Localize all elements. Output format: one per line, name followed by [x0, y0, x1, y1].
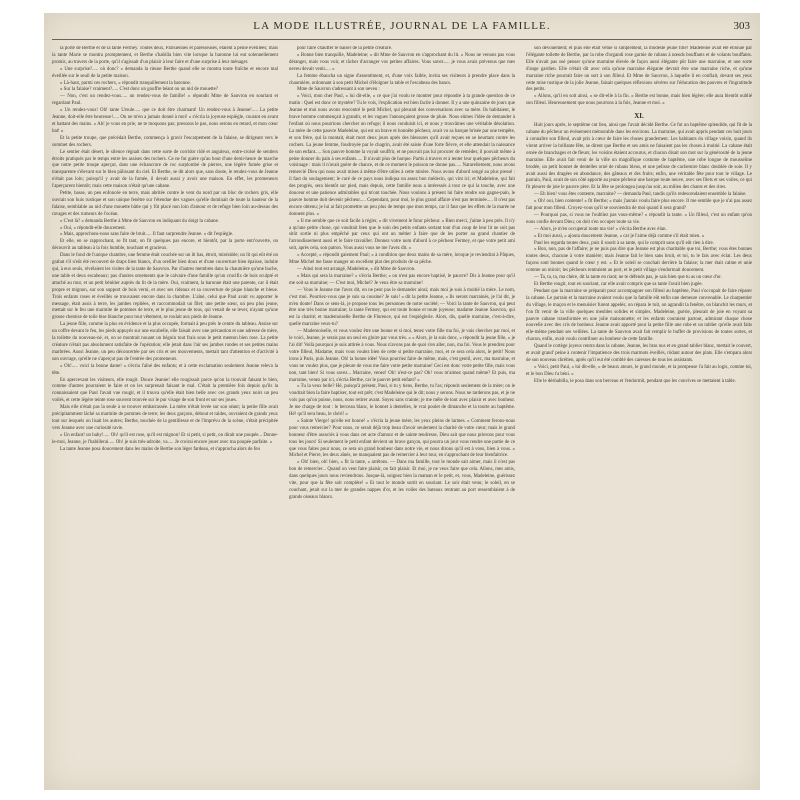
paragraph: « Et moi aussi, » ajouta doucement Jeanne, « car je l'aime déjà comme s'il était mien. »: [534, 233, 705, 239]
paragraph: Le sentier était désert, le silence régnait dans cette sorte de corridor ridé et anguleux, entre-croisé de sentiers étroits pratiqués par le temps entre les assises des rochers. Ce ne fut guère qu'au bout d'une demi-heure de marche que notre petite troupe aperçut, dans une échancrure de roc surplombé de pierres, une légère fumée grise et transparente s'élevant sur le bleu pâlissant du ciel. Et Berthe, se dit alors que, sans doute, le rendez-vous de Jeanne n'était pas loin; puisqu'il y avait de la fumée, il devait aussi y avoir une maison. En effet, les promeneurs l'aperçurent bientôt; mais cette maison n'était qu'une cabane.: [52, 149, 278, 190]
paragraph: Paul les regarda toutes deux, puis il sourit à sa tante, qui le comprit sans qu'il eût rien à dire.: [534, 240, 714, 246]
paragraph: « Bon, non, pas de l'affaire; je ne puis pas dire que Jeanne est plus charitable que toi, Berthe; vous êtes bonnes toutes deux, chacune à votre manière; mais Jeanne fait le bien sans bruit, et toi, tu le fais avec éclat. Les deux façons sont bonnes quand le cœur y est. » Et le soleil se couchait derrière la falaise; la mer était calme et unie comme un miroir; les pêcheurs rentraient au port, et le petit village s'endormait doucement.: [526, 247, 752, 274]
paragraph: Huit jours après, le septième cut lieu, ainsi que l'avait décidé Berthe. Ce fut un baptême splendide, qui fit de la cabane du pêcheur un événement mémorable dans les environs. La marraine, qui avait appris pendant ces huit jours à connaître son filleul, avait pris à cœur de faire les choses grandement. Les habitants du village voisin, quand ils virent arriver la brillante fête, se dirent que Berthe et ses amis ne faisaient pas les choses à moitié. La cabane était ornée de branchages et de fleurs; les voisins étaient accourus, et chacun disait son mot sur la générosité de la jeune marraine. Elle avait fait venir de la ville un magnifique costume de baptême, une robe longue de mousseline brodée, un petit bonnet de dentelles orné de rubans bleus, et une pelisse de cachemire blanc doublée de soie. Il y avait aussi des dragées en abondance, des gâteaux et des fruits; enfin, une véritable fête pour tout le village. Le parrain, Paul, avait de son côté apporté au jeune pêcheur une barque toute neuve, avec ses filets et ses voiles, ce qui fit pleurer de joie le pauvre père. Et la fête se prolongea jusqu'au soir, au milieu des chants et des rires.: [526, 123, 752, 191]
paragraph: Et elle, en se rapprochant, se fit tant, on fit quelques pas encore, et bientôt, par la porte entr'ouverte, on découvrit au tableau à la fois humble, touchant et gracieux.: [52, 239, 278, 252]
paragraph: — Mademoiselle, et vous voulez être une bonne et si moi, tenez votre fille ma foi, je vais chercher par moi, et le voici, Jeanne, je serais pas un seul en gloire par vous très. » « Alors, je la suis donc, » répondit la jeune fille, « je l'ai dit! Voilà pourquoi je suis attirée à vous. Nous n'avons pas de quoi s'en aller, non, ma foi. Vous le prendrez pour votre filleul, Madame, mais vous voulez bien de cette si petite marraine, moi, et ce sera cela alors, le petit! Nous irons à Paris, puis Jeanne. Oh! la bonne idée! Vous pourriez faire de même, mais, c'est gentil, avec, ma marraine, et vous ne voulez plus, que je pleure de vous me faire votre petite marraine! Ceci est donc votre petite fille, mais vous non, tant bien! Si vous savez... Marraine, venez! Oh! n'est-ce pas? Oh! vous m'aimez quand même? Et puis, ma marraine, venez par ici, s'écria Berthe, car le pauvre petit enfant? »: [289, 329, 515, 383]
paragraph: — Vous le Jeanne me l'avez dit, on ne peut pas le demander ainsi; mais moi je suis à moitié la mère. Le nom, c'est moi. Pourriez-vous que je suis sa cousine? Je suis! » dit la petite Jeanne, « Ils seront marrainés, je l'ai dit, je m'en doute! Dans ce sens-là, je propose tous les personnes de notre société; — Voici la tante de Sauvron, qui peut être une très bonne marraine; la tante Fermey, qui est toute bonne et toute joyeuse; madame Jeanne Sauvron, qui est la charité; et mademoiselle Berthe de Florence, qui est l'espièglerie. Alors, dis, quelle marraine, c'est-à-dire, quelle marraine veux-tu?: [289, 287, 515, 328]
paragraph: Quand le cortège joyeux rentra dans la cabane, Jeanne, les bras nus et en grand tablier blanc, mettait le couvert, et avait grand' peine à contenir l'impatience des trois marmots éveillés, rôdant autour des plats. Elle s'empara alors de son nouveau chrétien, après qu'il eut été comblé des caresses de tous les assistants.: [526, 344, 752, 363]
text-column-3: [526, 46, 752, 784]
paragraph: — Eh bien! vous êtes contente, marraine? — demanda Paul, tandis qu'ils redescendaient ensemble la falaise.: [534, 192, 747, 198]
paragraph: son dévouement; et puis elle était vêtue si simplement, la modeste jeune fille! Madeleine avait été éblouie par l'élégante toilette de Berthe, par la robe d'organdi rose garnie de rubans à nœuds bouffants et de volants bouffants. Elle n'avait pas osé penser qu'une marraine élevée de façon aussi élégante pût faire une marraine, et une sorte d'ange gardien. Elle n'était dit avec cela qu'une marraine élégante devrait être une marraine riche, et qu'une marraine riche pourrait faire un sort à son filleul. Et Mme de Sauvron, à laquelle il en confiait, devant ses yeux cette mise rustique de la jolie Jeanne, faisait quelques réflexions sévères sur l'éducation des pauvres et l'ingratitude des petits.: [526, 46, 752, 93]
paragraph: Mme de Sauvron s'adressant à son neveu :: [297, 87, 380, 93]
paragraph: « C'est là? » demanda Berthe à Mme de Sauvron en indiquant du doigt la cabane.: [60, 218, 219, 224]
paragraph: « Sainte Vierge! qu'elle est bonne! » s'écria la jeune mère, les yeux pleins de larmes. « Comment ferons-nous pour vous remercier? Pour nous, ce serait déjà trop beau d'avoir seulement la charité de votre cœur; mais le grand honneur d'être associés à vous dans cet acte d'amour et de sainte tendresse, Dieu sait que nous prierons pour vous tous les jours! Si seulement le petit enfant devient un brave garçon, qui pourra un jour vous rendre une partie de ce que vous faites pour nous, ce sera un grand bonheur dans notre vie, et nous dirons qu'il est à vous, bien à vous. » Michel et Pierre, les deux aînés, ne manquaient pas de remercier à leur tour, en s'approchant de leur bienfaitrice.: [289, 418, 515, 459]
paragraph: « Mais, approchons-nous sans faire de bruit..... Il faut surprendre Jeanne. » dit l'espiègle.: [60, 232, 234, 238]
paragraph: « Bonne bien tranquille, Madeleine; » dit Mme de Sauvron en s'approchant du lit. « Nous ne venons pas vous déranger, mais vous voir, et tâcher d'arranger vos petites affaires. Vous savez..... je vous avais prévenus que mes neveu devait venir..... »: [289, 52, 515, 72]
page-header: [44, 13, 760, 43]
paragraph: Mais elle n'était pas la seule à se trouver embarrassée. La mère n'était levée sur son séant; la petite fille avait précipitamment lâché sa marmite de pommes de terre; les deux garçons, debout et raides, ouvraient de grands yeux tout sur lesquels on lisait les autres; Berthe, touchée de la gentillesse et de l'imprévu de la scène, s'était précipitée vers Jeanne avec une curiosité ravie.: [52, 405, 278, 431]
paragraph: En apercevant les visiteurs, elle rougit. Douce Jeanne! elle rougissait parce qu'on la trouvait faisant le bien, comme d'autres pourraient le faire et on les surprenait faisant le mal. C'était la première fois depuis qu'ils la connaissaient que Paul l'avait vue rougir, et il trouva qu'elle était bien belle avec ces grands yeux noirs un peu voilés, et cette légère teinte rose souvent trouvée sur le pur visage de son front et sur ses joues.: [52, 377, 278, 404]
paragraph: « Mais qui sera la marraine? » s'écria Berthe; « on n'est pas encore baptisé, le pauvre? Dis à Jeanne pour qu'il me soit sa marraine; — C'est moi, Michel? Je veux être sa marraine!: [289, 273, 515, 286]
paragraph: « Un enfant! un baby!..... Oh! qu'il est rose, qu'il est mignon! Et si petit, si petit, on dirait une poupée... Donne-le-moi, Jeanne, je l'habillerai..... Oh! je suis très-adroite, va..... Je croirai encore jouer avec ma poupée parfaite. »: [52, 432, 278, 445]
paragraph: Pendant que la marraine se préparait pour accompagner son filleul au baptême, Paul s'occupait de faire réparer la cabane. Le parrain et la marraine avaient voulu que la famille eût enfin une demeure convenable. Le charpentier du village, le maçon et le menuisier furent appelés; on répara le toit, on agrandit la fenêtre, on blanchit les murs, et l'on fit venir de la ville quelques meubles solides et simples. Madeleine, guérie, pleurait de joie en voyant sa pauvre cabane transformée en une jolie maisonnette; et les enfants couraient partout, admirant chaque chose nouvelle avec des cris de bonheur. Jeanne avait apporté pour la petite fille une robe et un tablier qu'elle avait faits elle-même pendant ses veillées. La tante de Sauvron avait fait remplir le buffet de provisions de toutes sortes, et chacun, enfin, avait voulu contribuer au bonheur de cette famille.: [526, 288, 752, 343]
paragraph: — Ta, ta, ta, ma chère, dit la tante en riant; ne te défends pas, je sais bien que tu as un cœur d'or.: [534, 275, 722, 281]
paragraph: « Voici, mon cher Paul, » lui dit-elle, « ce que j'ai voulu te montrer pour répondre à ta grande question de ce matin : Quel est donc ce mystère? Tu le vois, l'explication est bien facile à donner. Il y a une quinzaine de jours que Jeanne et moi nous avons rencontré le petit Michel, qui pleurait des conversations avec sa mère. Ils habitaient, le brave homme commençait à grandir, et les vagues l'annonçaient grosse de pluie. Nous eûmes l'idée de demander à l'enfant où nous pourrions chercher un refuge; il nous conduisit ici, et nous y trouvâmes une véritable désolation. La mère de cette pauvre Madeleine, qui est un brave et honnête pêcheur, avait vu sa barque brisée par une tempête, et son frère, qui la montait, était mort deux jours après des blessures qu'il avait reçues en se heurtant contre les rochers. La jeune femme, foudroyée par le chagrin, avait été saisie d'une forte fièvre, et elle attendait la naissance de son enfant..... Son pauvre homme la voyait souffrir, et ne pouvait pas lui procurer de remèdes; il pouvait même à peine donner du pain à ses enfants..... Il n'avait plus de barque. Partis à travers et à tenter leur quelques pêcheurs du voisinage : mais il n'avait guère de chance, et de ce moment le poisson ne donne pas..... Naturellement, nous avons remercié Dieu qui nous avait mises à même d'être utiles à cette misère. Nous avons d'abord songé au plus pressé : il faut du soulagement; le curé de ce pays nous indiqua un assez bon médecin, qui vint ici; et Madeleine, qui fait des progrès, sera bientôt sur pied, mais depuis, cette famille nous a intéressés à tout ce qui la touche, avec une douceur et une patience admirables qui m'ont touchée. Nous voulons à présent lui faire rendre son gagne-pain, le pauvre homme doit devenir pêcheur..... Cependant, pour moi, le plus grand affaire n'est pas terminée..... Il n'est pas encore obtenu; je lui ai fait promettre un peu plus de temps que mon temps, car il faut que les effets de la marée ne donnent plus. »: [289, 94, 515, 217]
paragraph: « Sur la falaise? vraiment?..... C'est donc un gouffre béant ou un nid de mouette?: [60, 87, 218, 93]
paragraph: La femme ébaucha un signe d'assentiment, et, d'une voix faible, invita ses visiteurs à prendre place dans la chaumière, ordonnant à son petit Michel d'éloigner la table et l'escabeau des bancs.: [289, 73, 515, 86]
paragraph: — Non, c'est un rendez-vous..... un rendez-vous de famille! » répondit Mme de Sauvron en souriant et regardant Paul.: [52, 94, 278, 107]
text-column-2: [289, 46, 515, 784]
paragraph: « Il me semble que ce soit facile à régler, » dit vivement le futur pêcheur. « Bien merci, j'aime à peu près. Il n'y a qu'une petite chose, qui voudrait bien que le soin des petits enfants sortant tout d'un coup de leur lit ne soit pas sitôt sortie ni plus empêché par ceux qui ont un métier à faire que de les porter au grand chantier de l'arrondissement aussi et le faire travailler. Donnez votre nom d'abord à ce pêcheur Fermey, et que votre petit ami soit, après cela, son patron. Vous aussi vous ne me l'avez dit. »: [289, 218, 515, 252]
paragraph: — Alors, je m'en occuperai toute ma vie! » s'écria Berthe avec élan.: [534, 226, 667, 232]
paragraph: « Allons, qu'il en soit ainsi, » se dit-elle à la fin. « Berthe est bonne, mais bien légère; elle aura bientôt oublié son filleul. Heureusement que nous pourrons à la fois, Jeanne et moi. »: [526, 94, 752, 107]
paragraph: Elle le déshabilla, le posa dans son berceau et l'endormit, pendant que les convives se mettaient à table.: [534, 378, 736, 384]
paragraph: Petite, basse, un peu enfoncée en terre, mais abritée contre le vent du nord par un bloc de rochers gris, elle ouvrait son huis rustique et son unique fenêtre sur l'étendue des vagues qu'elle dominait de toute la hauteur de la falaise, semblable au nid d'une mouette bâtie qui y fût placé non loin d'amour et de refuge bien loin au-dessus des ravages et des rumeurs de l'océan.: [52, 191, 278, 217]
paragraph: « Oui, » répondit-elle doucement.: [60, 225, 127, 231]
paragraph: « Oh! oui, bien contente! » fit Berthe; « mais j'aurais voulu faire plus encore. Il me semble que je n'ai pas assez fait pour mon filleul. Croyez-vous qu'il se souviendra de moi quand il sera grand?: [526, 199, 752, 212]
paragraph: « Une surprise?..... où donc? » demanda la rieuse Berthe quand elle se montra toute fraîche et encore mal éveillée sur le seuil de la petite maison.: [52, 66, 278, 79]
paragraph: — Pourquoi pas, si vous ne l'oubliez pas vous-même? » répondit la tante. « Un filleul, c'est un enfant qu'on nous confie devant Dieu; on doit s'en occuper toute sa vie.: [526, 212, 752, 225]
paragraph: — Ainsi tout est arrangé, Madeleine, » dit Mme de Sauvron.: [297, 267, 416, 272]
paragraph: « Accepté, » répondit gaiement Paul; « à condition que deux mains de sa mère, lorsque je reviendrai à Pâques, Mme Michel me fasse manger un excellent plat des produits de sa pêche.: [289, 253, 515, 266]
paragraph: La jeune fille, comme la plus en évidence et la plus occupée, formait à peu près le centre du tableau. Assise sur un coffre devant le feu, les pieds appuyés sur une escabelle, elle faisait avec une précaution et une adresse de mère, la toilette du nouveau-né, et, on se montrait nouant un béguin tout frais sous le petit menton bien rose. La petite créature n'était pas absolument satisfaite de l'opération; elle jetait dans l'air ses jambes rondes et ses petites mains marbrées. Aussi Jeanne, un peu déconcertée par ses cris et ses mouvements, mettait tant d'attention et d'activité à son ouvrage, qu'elle ne s'aperçut pas de l'entrée des promeneurs.: [52, 322, 278, 362]
paragraph: « Voici, petit Paul, » lui dit-elle, « de beaux atours, le grand monde, et la pompeuse l'a fait au logis, comme toi, et le bon Dieu t'a béni. »: [526, 364, 752, 377]
paragraph: pour faire chauffer le baiser de la petite créature.: [297, 46, 393, 51]
journal-title: LA MODE ILLUSTRÉE, JOURNAL DE LA FAMILLE.: [253, 20, 551, 32]
paragraph: « Oh! bien, oh! bien, » fit la tante, « arrêtons. — Dans ma famille, tout le monde sait aimer, mais il n'est pas bon de remercier... Quand on veut faire plaisir, on fait plaisir. Et moi, je ne veux faire que cela. Allons, mes amis, dans quelques jours nous reviendrons. Jusque-là, soignez bien la maman et le petit, et, vous, Madeleine, guérissez vite, pour que la fête soit complète! » Et tout le monde sortit en souriant. Le soir était venu; le soleil, en se couchant, jetait sur la mer de grandes nappes d'or, et les voiles des bateaux rentrant au port ressemblaient à de grands oiseaux blancs.: [289, 460, 515, 500]
header-rule: [52, 39, 752, 40]
paragraph: « Un rendez-vous! Oh! tante Ursule..... que ce doit être charmant! Un rendez-vous à Jeanne!..... La petite Jeanne, doit-elle être heureuse!..... On ne m'en a jamais donné à moi! » s'écria la joyeuse espiègle, courant en avant et battant des mains. « Ah! je vous en prie, ne te moquons pas; pressons le pas, nous serons en retard, et mon cœur bat! »: [52, 108, 278, 134]
page-number: 303: [733, 20, 750, 32]
paragraph: Et la petite troupe, que précédait Berthe, commença à gravir l'escarpement de la falaise, se dirigeant vers le sommet des rochers.: [52, 135, 278, 148]
section-heading: XI.: [634, 112, 644, 121]
paragraph: Et Berthe rougit, tout en souriant, car elle avait compris que sa tante l'avait bien jugée.: [534, 282, 703, 287]
paragraph: « Oh!..... voici la bonne dame! » s'écria l'aîné des enfants; et à cette exclamation seulement Jeanne releva la tête.: [52, 363, 278, 376]
newspaper-page: [44, 13, 760, 790]
paragraph: La tante Jeanne posa doucement dans les mains de Berthe son léger fardeau, et s'approcha alors de feu: [60, 446, 260, 452]
paragraph: Dans le fond de l'unique chambre, une femme était couchée sur un lit bas, étroit, misérable; un lit qui eût été un grabat s'il n'eût été recouvert de draps bien blancs, d'un oreiller bien doux et d'une couverture bien épaisse, induite qui, à eux seuls, révélaient les visites de la tante de Sauvron. Par d'autres membres dans la chaumière qu'une huche, une table et deux escabeaux; pas d'autres ornements que le calvaire d'une famille qu'un crucifix de bois sculpté et attaché au mur, et un petit bénitier auprès du lit de la mère. Oui, vraiment, la baronne était une parente, car il était propre et mignon, sur son support de bois verni, et avec ses rideaux et sa couverture de pique blanche et bleue. Trois enfants roses et éveillés se trouvaient encore dans la chambre. L'aîné, celui que Paul avait vu apporter le message, était assis à terre, les jambes repliées, et raccommodait un filet; une petite sœur, un peu plus jeune, mettait sur le feu une marmite de pommes de terre, et le plus jeune de tous, qui venait de se lever, n'ayant qu'une grosse chemise de toile bise blanche pour tout vêtement, se roulait aux pieds de Jeanne.: [52, 253, 278, 321]
paragraph: « Là-haut, parmi ces rochers, » répondit tranquillement la baronne.: [60, 80, 191, 86]
paragraph: « Tu la veux belle? Hé, puisqu'à présent, Paul, si tu y tiens, Berthe, tu l'as; réponds seulement de la mère; on le voudrait bien la faire baptiser, tout est prêt; c'est Madeleine qui le dit; nous y serons. Nous ne tarderons pas, et je ne vois pas qu'on puisse, nous, nous retirer avant. Soyez sans crainte; je me mêle de tout avec plaisir et avec bonheur. Je me charge de tout : le berceau blanc, le bonnet à dentelles, le vrai poulet de dimanche et la tourte au baptême. Hé! qu'il sera beau, le chéri! »: [289, 384, 515, 418]
text-column-1: [52, 46, 278, 784]
paragraph: la porte de Berthe et de la tante Fermey. Toutes deux, Parisiennes et paresseuses, étaient à peine éveillées; mais la tante Marie se montra promptement, et Berthe s'habilla bien vite lorsque la baronne lui eut solennellement promis, au travers de la porte, qu'il s'agissait d'un plaisir à leur faire et d'une surprise à leur ménager.: [52, 46, 278, 65]
